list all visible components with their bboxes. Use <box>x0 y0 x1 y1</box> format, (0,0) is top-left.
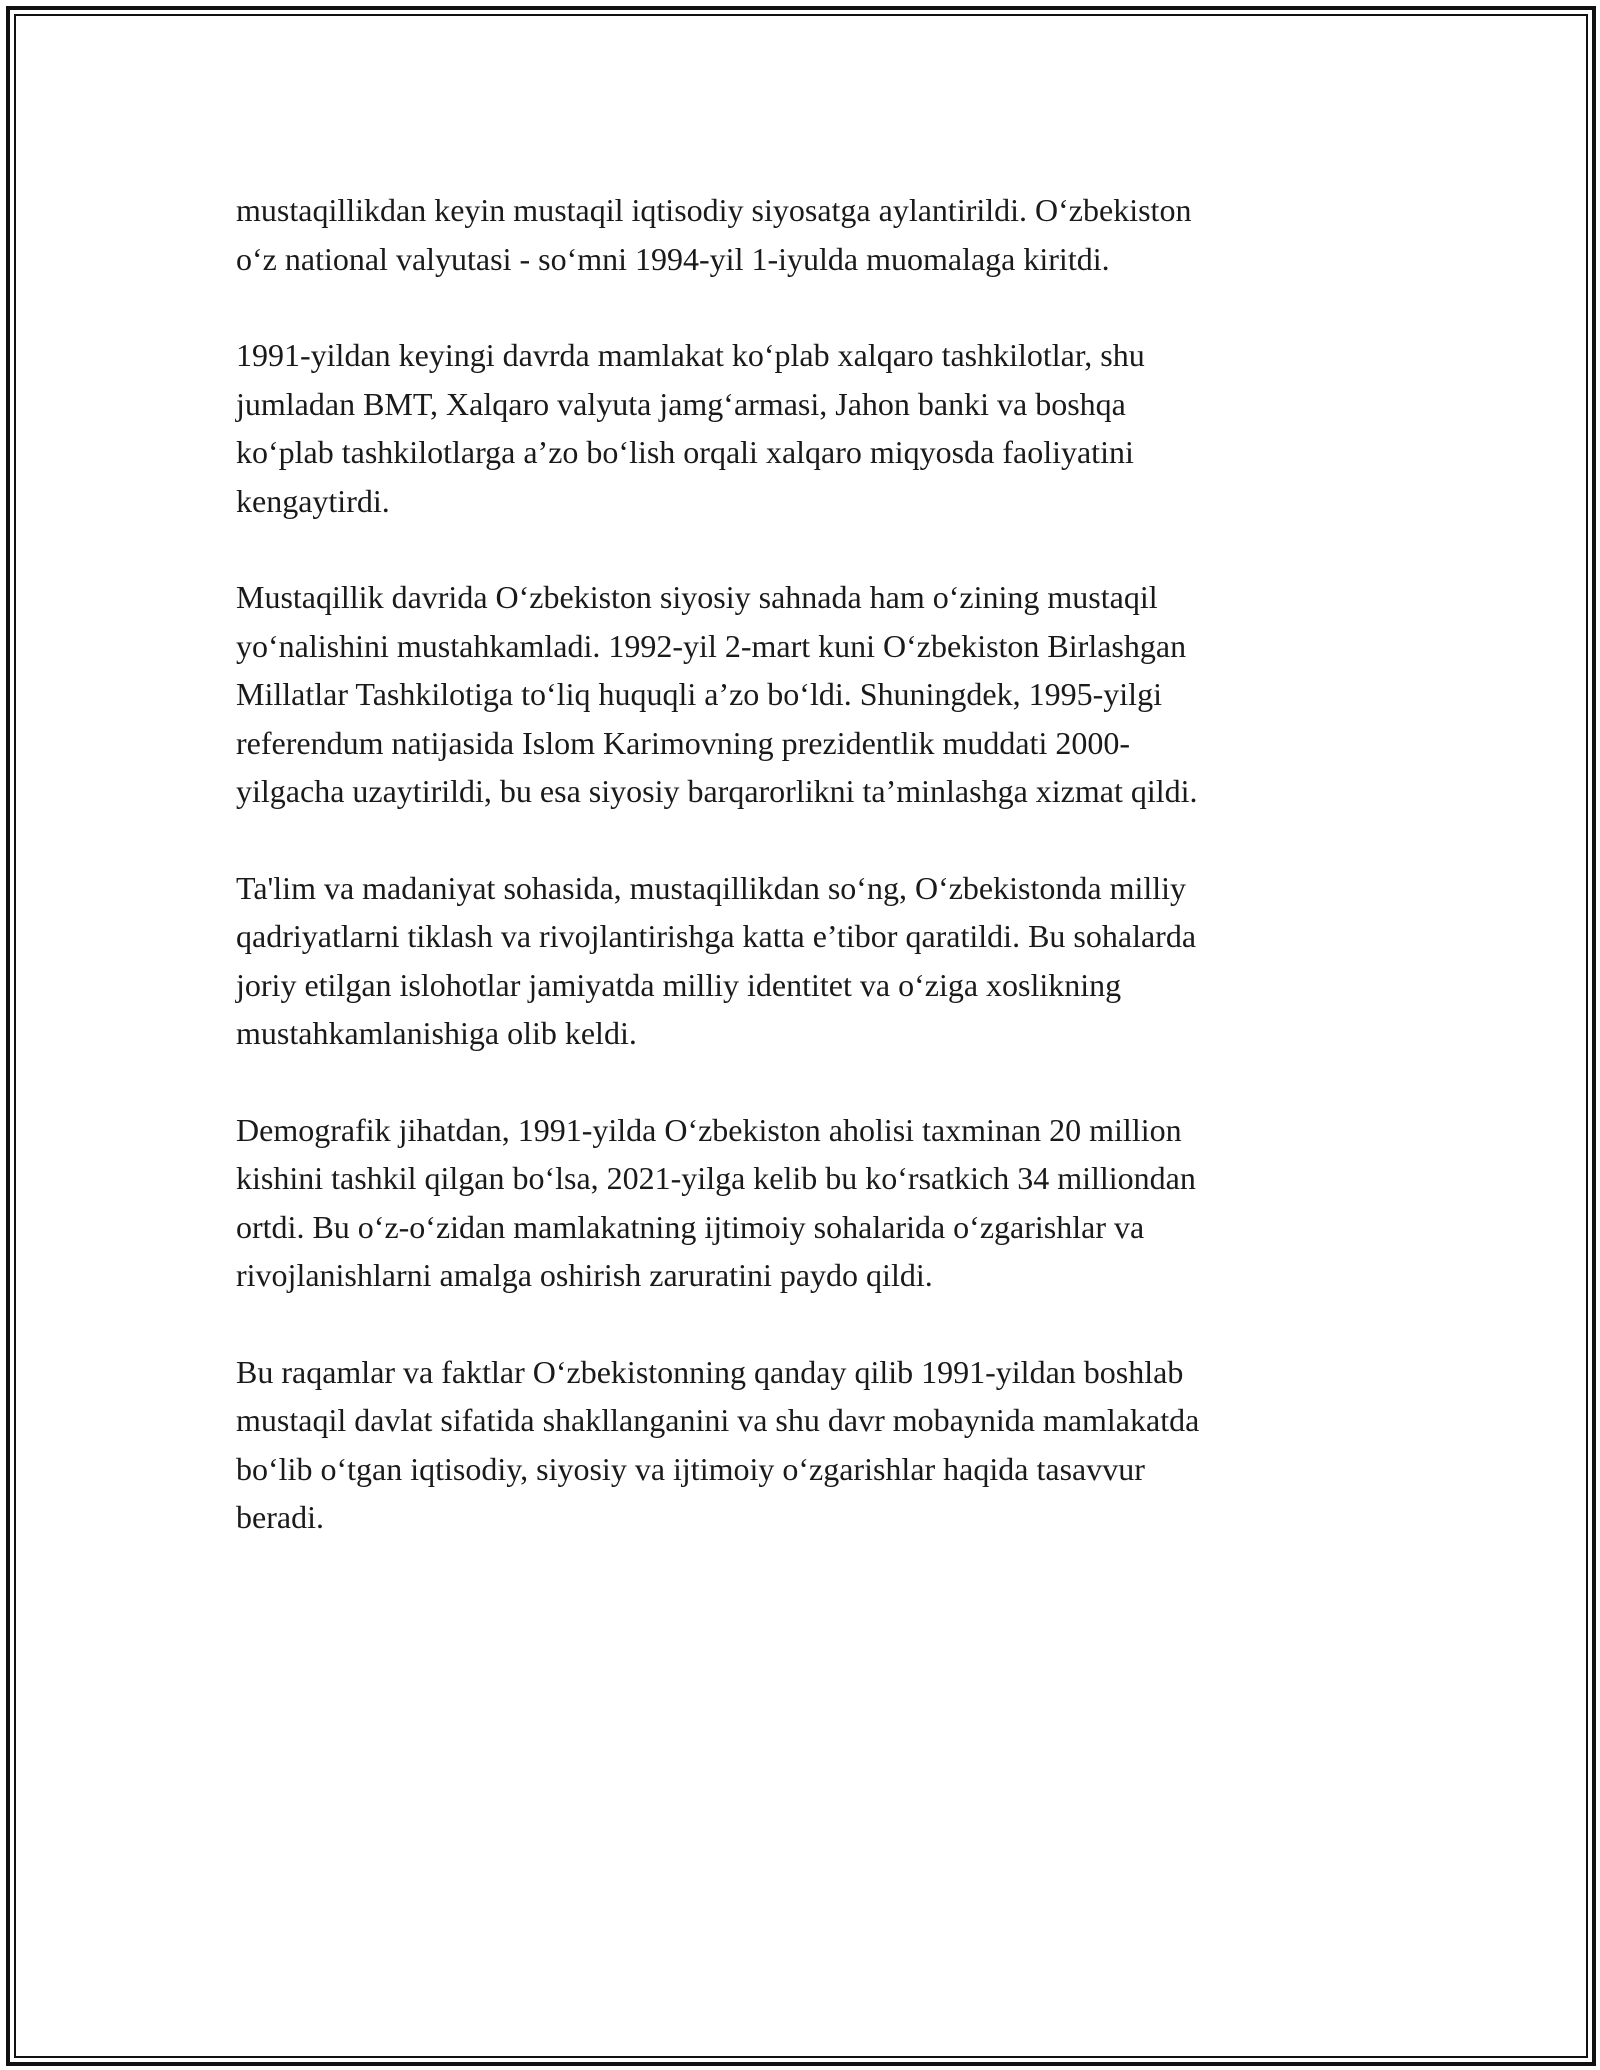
document-body <box>236 186 1356 1590</box>
paragraph-education-culture: Ta'lim va madaniyat sohasida, mustaqillikdan so‘ng, O‘zbekistonda milliy qadriyatlarni tiklash va rivojlantirishga katta e’tibor qaratildi. Bu sohalarda joriy etilgan islohotlar jamiyatda milliy identitet va o‘ziga xoslikning mustahkamlanishiga olib keldi. <box>236 869 1197 1051</box>
paragraph-conclusion: Bu raqamlar va faktlar O‘zbekistonning qanday qilib 1991-yildan boshlab mustaqil davlat sifatida shakllanganini va shu davr mobaynida mamlakatda bo‘lib o‘tgan iqtisodiy, siyosiy va ijtimoiy o‘zgarishlar haqida tasavvur beradi. <box>236 1353 1200 1535</box>
paragraph-international-organizations: 1991-yildan keyingi davrda mamlakat ko‘plab xalqaro tashkilotlar, shu jumladan BMT, Xalqaro valyuta jamg‘armasi, Jahon banki va boshqa ko‘plab tashkilotlarga a’zo bo‘lish orqali xalqaro miqyosda faoliyatini kengaytirdi. <box>236 337 1145 519</box>
paragraph-currency: mustaqillikdan keyin mustaqil iqtisodiy siyosatga aylantirildi. O‘zbekiston o‘z national valyutasi - so‘mni 1994-yil 1-iyulda muomalaga kiritdi. <box>236 192 1192 277</box>
paragraph-demographics: Demografik jihatdan, 1991-yilda O‘zbekiston aholisi taxminan 20 million kishini tashkil qilgan bo‘lsa, 2021-yilga kelib bu ko‘rsatkich 34 milliondan ortdi. Bu o‘z-o‘zidan mamlakatning ijtimoiy sohalarida o‘zgarishlar va rivojlanishlarni amalga oshirish zaruratini paydo qildi. <box>236 1111 1196 1293</box>
paragraph-political-independence: Mustaqillik davrida O‘zbekiston siyosiy sahnada ham o‘zining mustaqil yo‘nalishini mustahkamladi. 1992-yil 2-mart kuni O‘zbekiston Birlashgan Millatlar Tashkilotiga to‘liq huquqli a’zo bo‘ldi. Shuningdek, 1995-yilgi referendum natijasida Islom Karimovning prezidentlik muddati 2000- yilgacha uzaytirildi, bu esa siyosiy barqarorlikni ta’minlashga xizmat qildi. <box>236 579 1198 809</box>
